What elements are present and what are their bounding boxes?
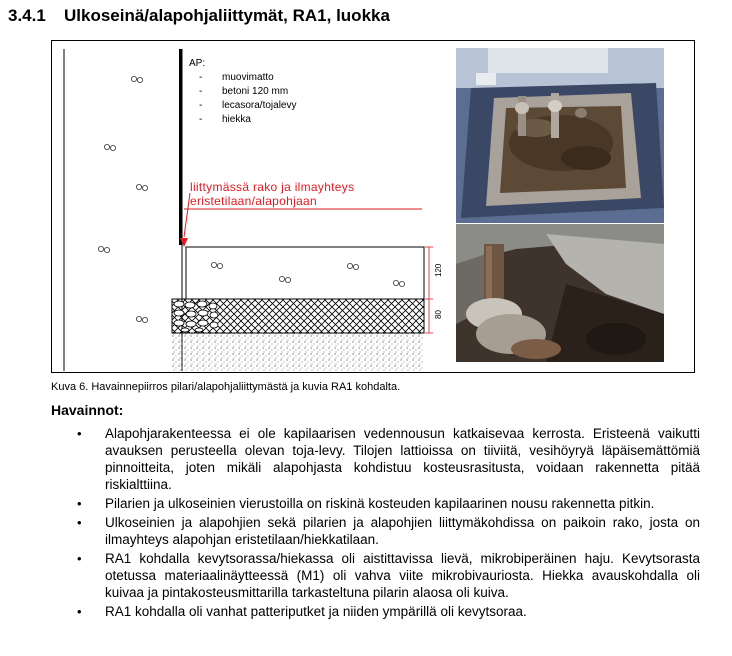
- list-item: • Pilarien ja ulkoseinien vierustoilla on riskinä kosteuden kapilaarinen nousu rakennetta pitkin.: [77, 496, 655, 511]
- bullet-icon: •: [77, 551, 82, 566]
- list-item: • Alapohjarakenteessa ei ole kapilaarisen vedennousun katkaisevaa kerrosta. Eristeenä vaikutti avauksen perusteella olevan toja-levy. Tilojen lattioissa on tiiviitä, vesihöyryä läpäisemättömiä pinnoitteita, joten mikäli alapohjasta kohdistuu kosteusrasitusta, voidaan rakennetta pitää riskialttiina.: [77, 426, 700, 492]
- sand-layer: [172, 333, 424, 371]
- structure-drawing: [52, 41, 452, 372]
- section-number: 3.4.1: [8, 6, 46, 25]
- dimension-80: 80: [434, 310, 443, 319]
- list-item: • Ulkoseinien ja alapohjien sekä pilarien ja alapohjien liittymäkohdissa on paikoin rako, josta on ilmayhteys alapohjan eristetilaan/hiekkatilaan.: [77, 515, 700, 547]
- bullet-icon: •: [77, 496, 82, 511]
- legend-layer-4: hiekka: [222, 114, 251, 125]
- wall-finish-strip: [179, 49, 182, 245]
- ap-label: AP:: [189, 58, 206, 69]
- list-item: • RA1 kohdalla oli vanhat patteriputket ja niiden ympärillä oli kevytsoraa.: [77, 604, 527, 619]
- svg-text:-: -: [199, 72, 203, 83]
- photo-pipes-closeup: [456, 224, 664, 362]
- photo-floor-opening: [456, 48, 664, 223]
- bullet-icon: •: [77, 604, 82, 619]
- dimension-lines: [425, 247, 433, 333]
- svg-text:-: -: [199, 100, 203, 111]
- bullet-icon: •: [77, 426, 82, 441]
- bullet-icon: •: [77, 515, 82, 530]
- svg-text:-: -: [199, 114, 203, 125]
- observations-heading: Havainnot:: [51, 402, 124, 418]
- legend-layer-1: muovimatto: [222, 72, 274, 83]
- gap-annotation: [180, 180, 422, 247]
- figure-frame: [51, 40, 695, 373]
- concrete-slab: [186, 247, 424, 299]
- wall-aggregate-symbols: [98, 76, 147, 322]
- annotation-line-2: eristetilaan/alapohjaan: [190, 194, 317, 208]
- svg-text:-: -: [199, 86, 203, 97]
- figure-caption: Kuva 6. Havainnepiirros pilari/alapohjaliittymästä ja kuvia RA1 kohdalta.: [51, 381, 401, 393]
- legend-layer-2: betoni 120 mm: [222, 86, 289, 97]
- legend-layer-3: lecasora/tojalevy: [222, 100, 297, 111]
- list-item: • RA1 kohdalla kevytsorassa/hiekassa oli aistittavissa lievä, mikrobiperäinen haju. Kevytsorasta otetussa materiaalinäytteessä (M1) oli vahva viite mikrobivauriosta. Hiekka avauskohdalla oli kuivaa ja pintakosteusmittarilla tarkasteltuna pilarin alaosa oli kuiva.: [77, 551, 700, 600]
- section-title-text: Ulkoseinä/alapohjaliittymät, RA1, luokka: [64, 6, 390, 25]
- dimension-120: 120: [434, 263, 443, 277]
- observations-list: [0, 425, 732, 622]
- annotation-line-1: liittymässä rako ja ilmayhteys: [190, 180, 355, 194]
- section-heading: [8, 6, 390, 26]
